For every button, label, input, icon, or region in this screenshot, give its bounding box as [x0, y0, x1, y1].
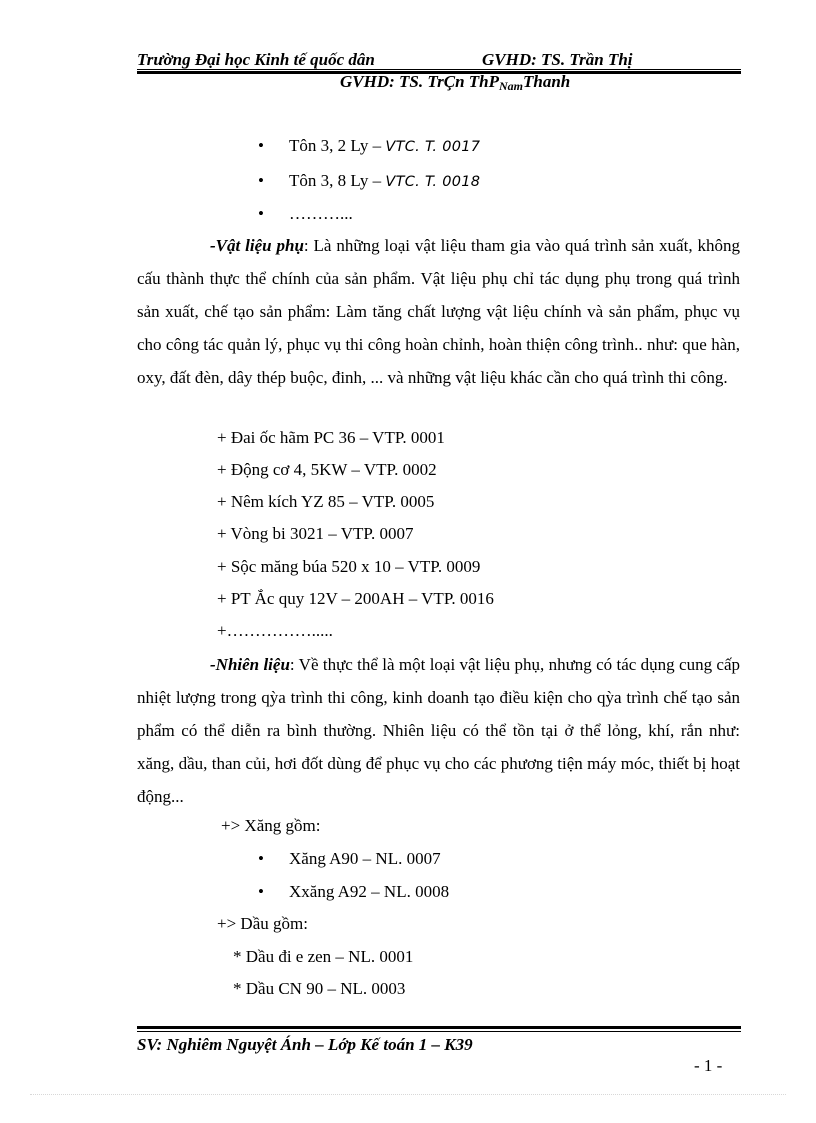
advisor-line2-sub: Nam — [499, 79, 524, 93]
paragraph-nhien-lieu — [137, 648, 740, 813]
nhien-lieu-heading: -Nhiên liệu — [210, 655, 290, 674]
phu-item: + Động cơ 4, 5KW – VTP. 0002 — [217, 460, 437, 479]
phu-item: +……………..... — [217, 621, 333, 640]
xang-item: Xxăng A92 – NL. 0008 — [289, 882, 450, 901]
bullet-dot: • — [258, 204, 264, 223]
phu-item: + Vòng bi 3021 – VTP. 0007 — [217, 524, 414, 543]
phu-item: + Sộc măng búa 520 x 10 – VTP. 0009 — [217, 557, 481, 576]
dau-label: +> Dầu gồm: — [217, 914, 308, 933]
xang-item: Xăng A90 – NL. 0007 — [289, 849, 441, 868]
bullet-dot: • — [258, 136, 264, 155]
phu-item: + PT Ắc quy 12V – 200AH – VTP. 0016 — [217, 589, 494, 608]
header-advisor-line2 — [340, 72, 570, 94]
bullet-dot: • — [258, 171, 264, 190]
dau-item: * Dầu CN 90 – NL. 0003 — [233, 979, 406, 998]
nhien-lieu-body: : Về thực thể là một loại vật liệu phụ, nhưng có tác dụng cung cấp nhiệt lượng trong qỳa trình thi công, kinh doanh tạo điều kiện cho qỳa trình chế tạo sản phẩm có thể diễn ra bình thường. Nhiên liệu có thể tồn tại ở thể lỏng, khí, rắn như: xăng, dầu, than củi, hơi đốt dùng để phục vụ cho các phương tiện máy móc, thiết bị hoạt động... — [137, 655, 741, 806]
bullet-item — [289, 204, 353, 224]
bullet-dot: • — [258, 849, 264, 868]
advisor-line2-main: GVHD: TS. TrÇn ThP — [340, 72, 500, 91]
bullet-text: Tôn 3, 8 Ly – — [289, 171, 386, 190]
phu-item: + Nêm kích YZ 85 – VTP. 0005 — [217, 492, 435, 511]
xang-label: +> Xăng gồm: — [221, 816, 321, 835]
phu-lieu-heading: -Vật liệu phụ — [210, 236, 304, 255]
bullet-item — [289, 171, 480, 191]
bullet-item — [289, 136, 480, 156]
footer-student: SV: Nghiêm Nguyệt Ánh – Lớp Kế toán 1 – K39 — [137, 1035, 473, 1054]
bullet-dot: • — [258, 882, 264, 901]
advisor-line2-end: Thanh — [523, 72, 571, 91]
bullet-text: Tôn 3, 2 Ly – — [289, 136, 386, 155]
header-advisor: GVHD: TS. Trần Thị — [482, 50, 633, 69]
paragraph-phu-lieu — [137, 229, 740, 394]
header-school: Trường Đại học Kinh tế quốc dân — [137, 50, 375, 69]
footer-rule-thick — [137, 1026, 741, 1029]
bullet-code: VTC. T. 0017 — [385, 139, 481, 155]
bullet-text: ………... — [289, 204, 353, 223]
phu-lieu-body: : Là những loại vật liệu tham gia vào quá trình sản xuất, không cấu thành thực thể chính của sản phẩm. Vật liệu phụ chỉ tác dụng phụ trong quá trình sản xuất, chế tạo sản phẩm: Làm tăng chất lượng vật liệu chính và sản phẩm, phục vụ cho công tác quản lý, phục vụ thi công hoàn chỉnh, hoàn thiện công trình.. như: que hàn, oxy, đất đèn, dây thép buộc, đinh, ... và những vật liệu khác cần cho quá trình thi công. — [137, 236, 740, 387]
phu-item: + Đai ốc hãm PC 36 – VTP. 0001 — [217, 428, 445, 447]
header-rule-thin — [137, 69, 741, 70]
page-number: - 1 - — [694, 1056, 723, 1075]
bullet-code: VTC. T. 0018 — [385, 174, 481, 190]
footer-rule-thin — [137, 1031, 741, 1032]
page-bottom-dotted-rule — [30, 1094, 786, 1095]
dau-item: * Dầu đi e zen – NL. 0001 — [233, 947, 414, 966]
